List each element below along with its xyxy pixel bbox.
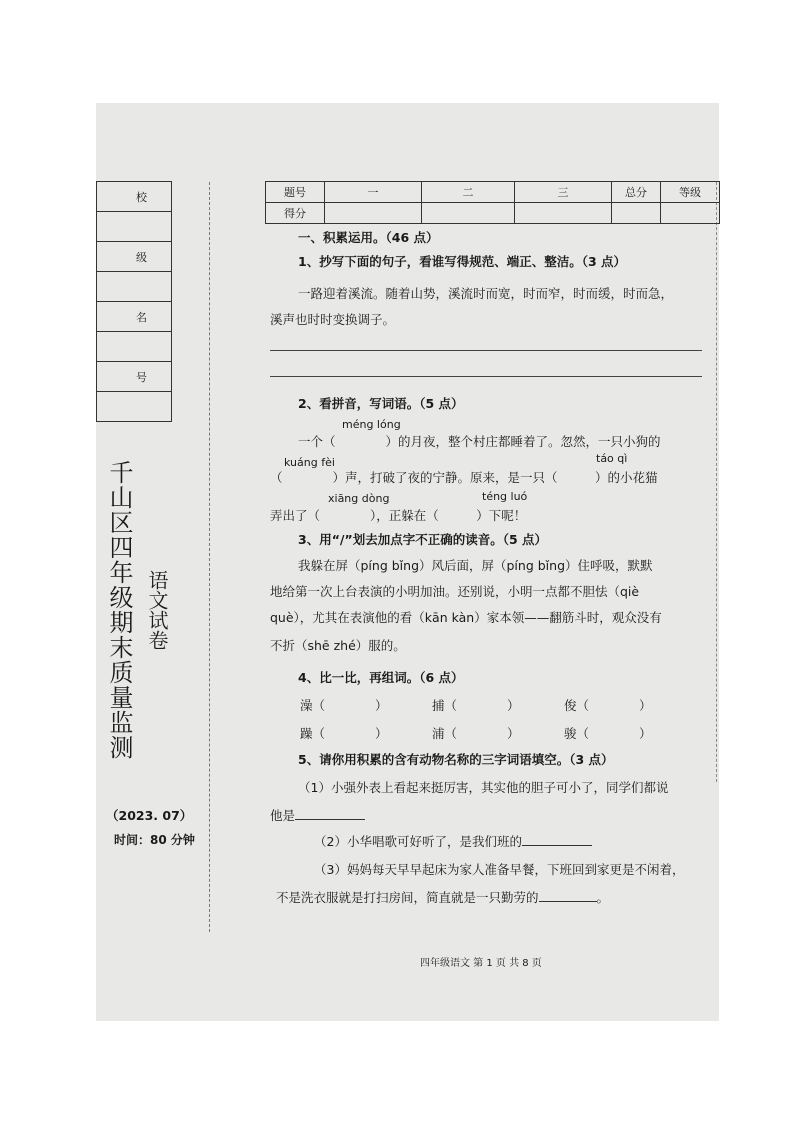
exam-date: （2023. 07） xyxy=(106,808,193,823)
sentence-3b-text: 不是洗衣服就是打扫房间，简直就是一只勤劳的 xyxy=(276,890,539,905)
name-field[interactable] xyxy=(97,332,172,362)
pinyin-menglong: méng lóng xyxy=(342,418,401,431)
compare-word: 骏（ ） xyxy=(564,726,652,741)
school-label-cell xyxy=(97,182,172,212)
score-header-cell: 三 xyxy=(515,182,612,203)
score-input-cell[interactable] xyxy=(325,203,422,224)
answer-blank-1[interactable] xyxy=(295,819,365,820)
question-5-sentence-3b xyxy=(276,888,609,908)
fold-line xyxy=(209,182,210,932)
score-input-cell[interactable] xyxy=(612,203,661,224)
page-footer: 四年级语文 第 1 页 共 8 页 xyxy=(420,958,542,969)
question-5-sentence-3: （3）妈妈每天早早起床为家人准备早餐，下班回到家更是不闲着， xyxy=(314,862,685,877)
number-label: 号 xyxy=(136,370,149,384)
fold-line-right xyxy=(716,182,717,782)
school-label: 校 xyxy=(136,190,149,204)
question-2-line-1: 一个（ ）的月夜，整个村庄都睡着了。忽然，一只小狗的 xyxy=(298,434,661,449)
score-header-cell: 题号 xyxy=(266,182,325,203)
question-5-title: 5、请你用积累的含有动物名称的三字词语填空。（3 点） xyxy=(298,752,614,767)
student-info-table xyxy=(96,181,172,422)
answer-blank-2[interactable] xyxy=(522,845,592,846)
question-3-line-1: 我躲在屏（píng bǐng）风后面，屏（píng bǐng）住呼吸，默默 xyxy=(298,558,653,573)
question-4-title: 4、比一比，再组词。（6 点） xyxy=(298,670,464,685)
question-3-line-4: 不折（shē zhé）服的。 xyxy=(270,638,406,653)
score-table xyxy=(265,181,720,224)
name-label: 名 xyxy=(136,310,149,324)
class-label-cell xyxy=(97,242,172,272)
name-label-cell xyxy=(97,302,172,332)
question-3-line-2: 地给第一次上台表演的小明加油。还别说，小明一点都不胆怯（qiè xyxy=(270,584,640,599)
question-2-line-2: （ ）声，打破了夜的宁静。原来，是一只（ ）的小花猫 xyxy=(270,470,658,485)
compare-word: 澡（ ） xyxy=(300,698,388,713)
score-header-cell: 总分 xyxy=(612,182,661,203)
question-2-title: 2、看拼音，写词语。（5 点） xyxy=(298,396,464,411)
school-field[interactable] xyxy=(97,212,172,242)
question-5-sentence-1b xyxy=(270,806,365,826)
sentence-2-text: （2）小华唱歌可好听了，是我们班的 xyxy=(314,834,522,849)
pinyin-kuangfei: kuáng fèi xyxy=(284,456,335,469)
question-3-title: 3、用“/”划去加点字不正确的读音。（5 点） xyxy=(298,532,547,547)
answer-blank-3[interactable] xyxy=(539,901,597,902)
score-input-cell[interactable] xyxy=(515,203,612,224)
question-1-title: 1、抄写下面的句子，看谁写得规范、端正、整洁。（3 点） xyxy=(298,254,626,269)
number-field[interactable] xyxy=(97,392,172,422)
copy-line-2[interactable] xyxy=(270,376,702,377)
question-1-text-2: 溪声也时时变换调子。 xyxy=(270,312,396,327)
score-header-cell: 等级 xyxy=(661,182,720,203)
section-heading: 一、积累运用。（46 点） xyxy=(298,230,439,245)
question-5-sentence-1: （1）小强外表上看起来挺厉害，其实他的胆子可小了，同学们都说 xyxy=(298,780,669,795)
score-input-cell[interactable] xyxy=(422,203,515,224)
score-header-cell: 一 xyxy=(325,182,422,203)
question-3-line-3: què），尤其在表演他的看（kān kàn）家本领——翻筋斗时，观众没有 xyxy=(270,610,662,625)
question-1-text: 一路迎着溪流。随着山势，溪流时而宽，时而窄，时而缓，时而急， xyxy=(298,286,674,301)
score-input-cell[interactable] xyxy=(661,203,720,224)
compare-word: 浦（ ） xyxy=(432,726,520,741)
class-label: 级 xyxy=(136,250,149,264)
pinyin-xiangdong: xiāng dòng xyxy=(328,492,390,505)
exam-title: 千山区四年级期末质量监测 xyxy=(105,460,133,760)
question-5-sentence-2 xyxy=(314,832,592,852)
exam-time: 时间：80 分钟 xyxy=(114,833,195,847)
exam-subtitle: 语文试卷 xyxy=(145,570,169,650)
score-header-cell: 二 xyxy=(422,182,515,203)
sentence-3-end: 。 xyxy=(596,890,610,905)
pinyin-tengluo: téng luó xyxy=(482,490,528,503)
number-label-cell xyxy=(97,362,172,392)
pinyin-taoqi: táo qì xyxy=(596,452,628,465)
sentence-1b-text: 他是 xyxy=(270,808,296,823)
question-2-line-3: 弄出了（ ），正躲在（ ）下呢！ xyxy=(270,508,527,523)
score-label-cell: 得分 xyxy=(266,203,325,224)
compare-word: 躁（ ） xyxy=(300,726,388,741)
compare-word: 捕（ ） xyxy=(432,698,520,713)
class-field[interactable] xyxy=(97,272,172,302)
copy-line-1[interactable] xyxy=(270,350,702,351)
compare-word: 俊（ ） xyxy=(564,698,652,713)
